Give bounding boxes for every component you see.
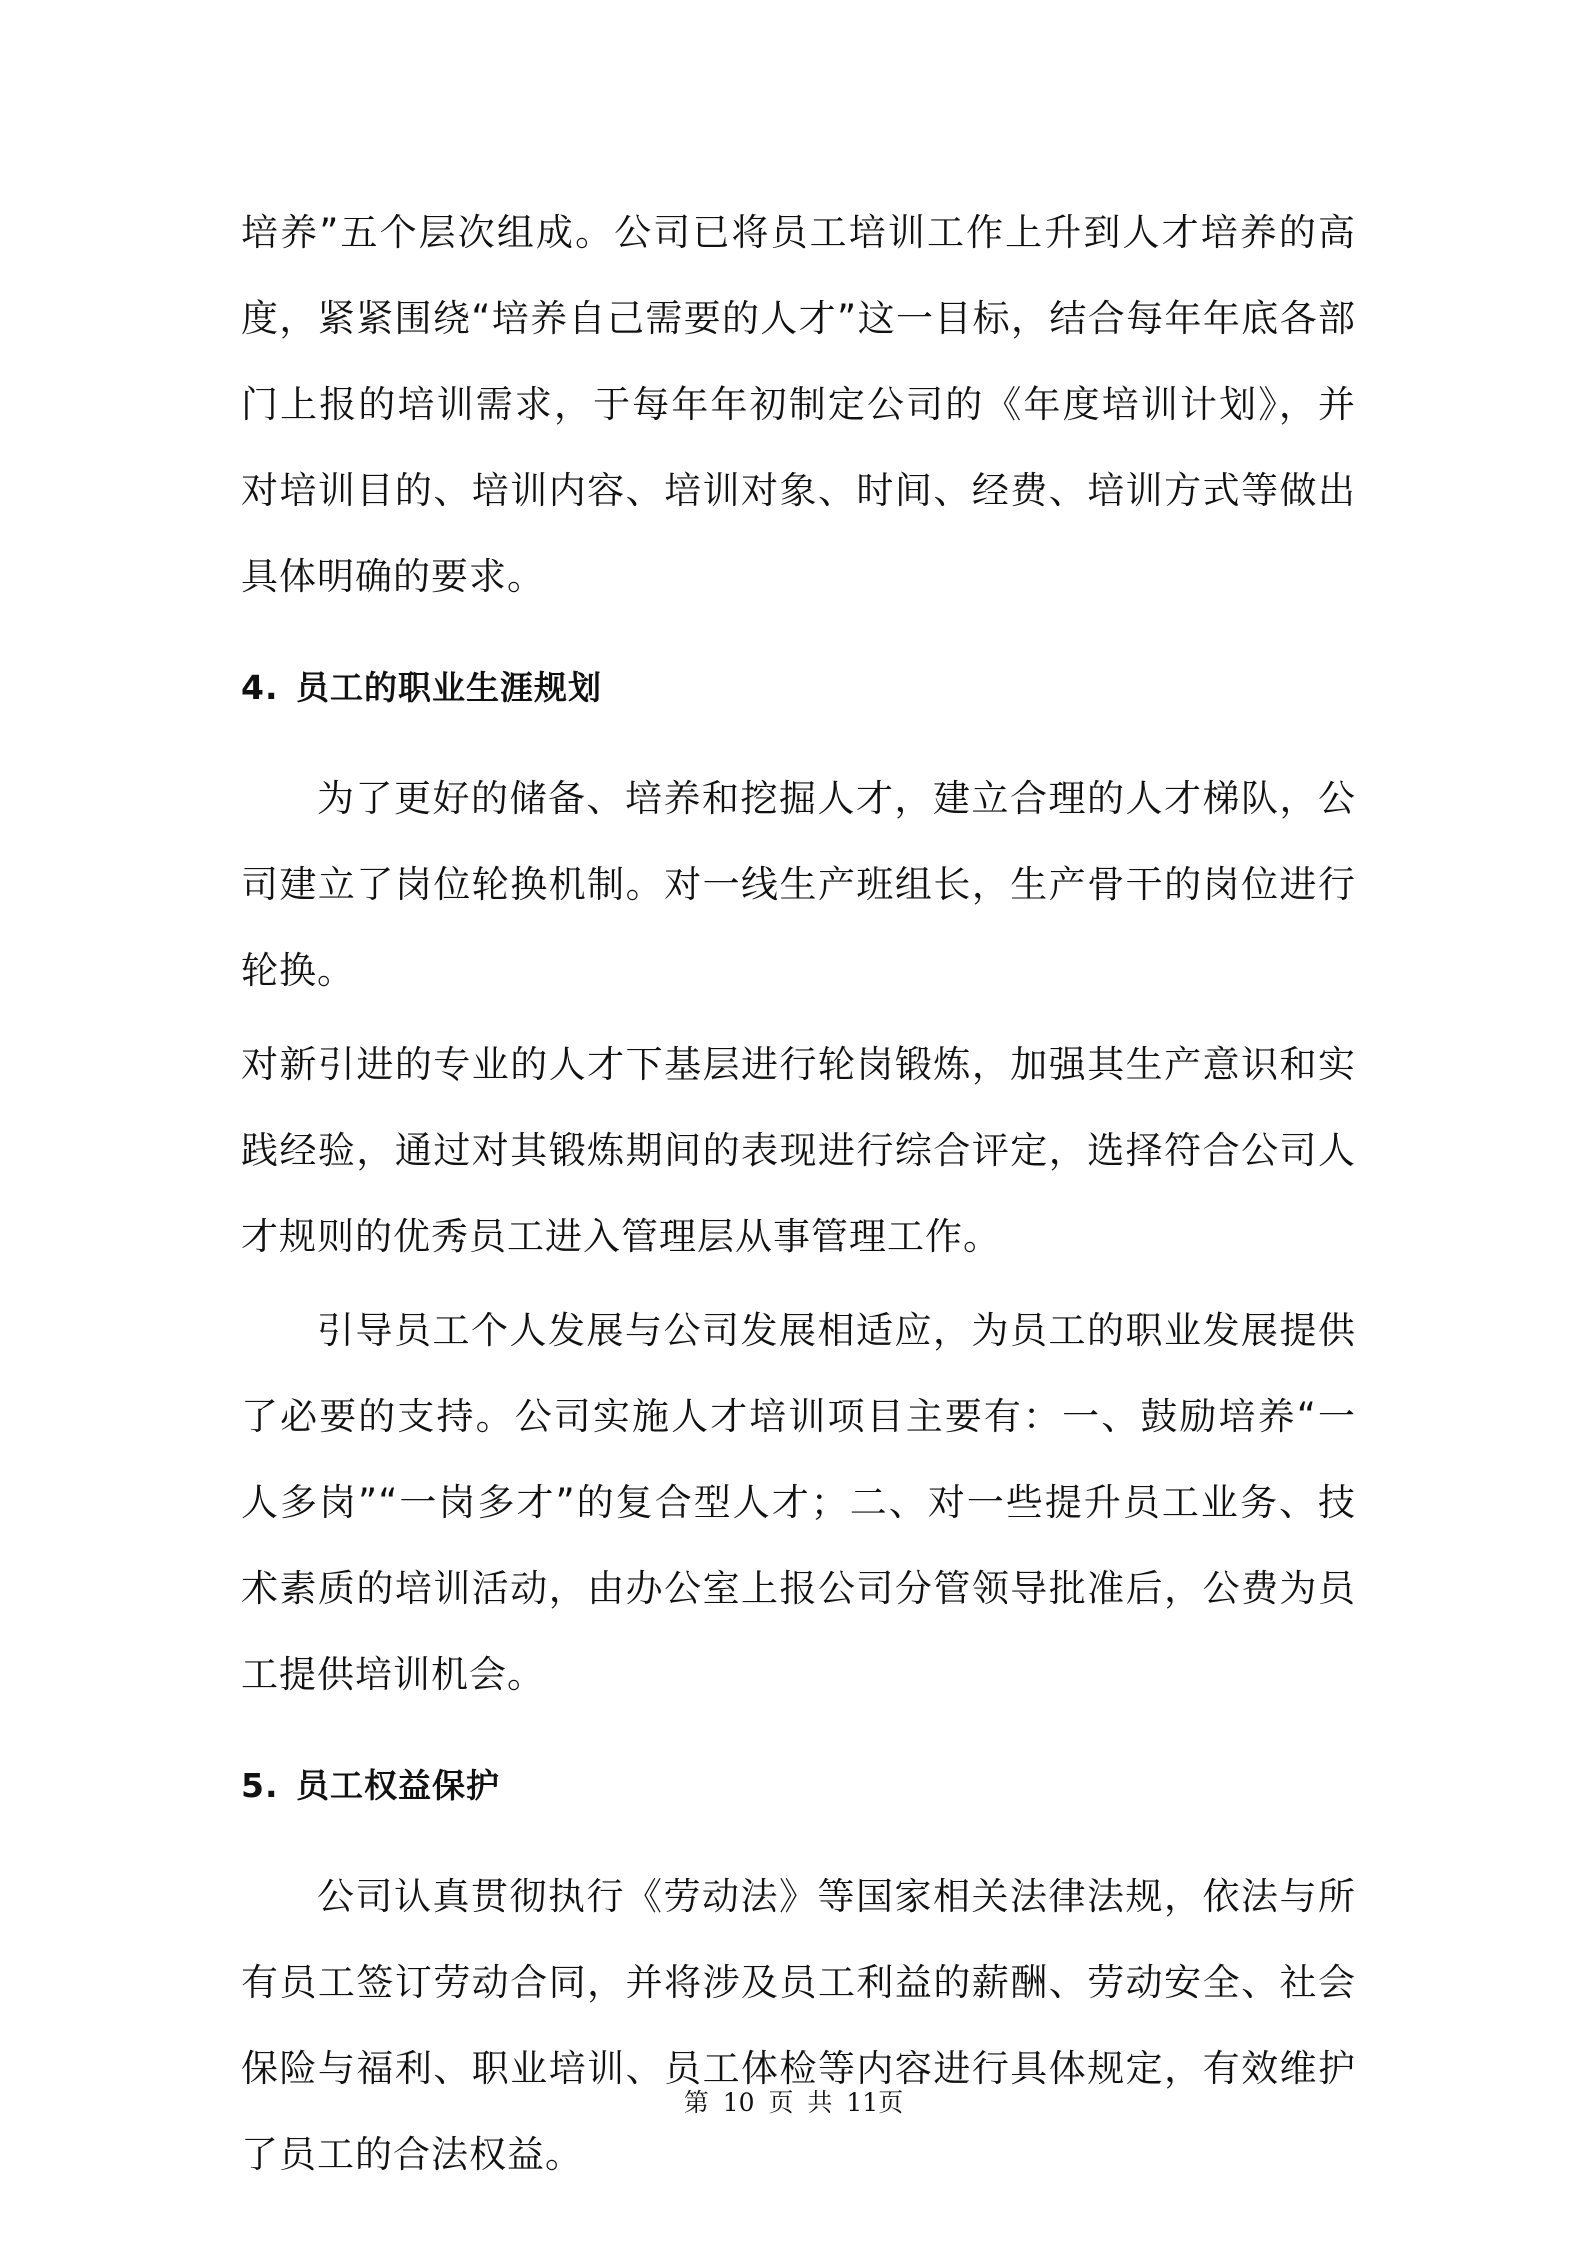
section-number: 5.	[241, 1766, 279, 1805]
section-heading-career-planning	[241, 658, 1356, 718]
section-title: 员工权益保护	[296, 1766, 500, 1805]
section-title: 员工的职业生涯规划	[296, 668, 602, 707]
paragraph-labor-law: 公司认真贯彻执行《劳动法》等国家相关法律法规，依法与所有员工签订劳动合同，并将涉及员工利益的薪酬、劳动安全、社会保险与福利、职业培训、员工体检等内容进行具体规定，有效维护了员工的合法权益。	[241, 1875, 1356, 2176]
paragraph-new-talent: 对新引进的专业的人才下基层进行轮岗锻炼，加强其生产意识和实践经验，通过对其锻炼期间的表现进行综合评定，选择符合公司人才规则的优秀员工进入管理层从事管理工作。	[241, 1043, 1356, 1258]
paragraph-job-rotation: 为了更好的储备、培养和挖掘人才，建立合理的人才梯队，公司建立了岗位轮换机制。对一线生产班组长，生产骨干的岗位进行轮换。	[241, 777, 1356, 992]
section-number: 4.	[241, 668, 279, 707]
document-body	[241, 190, 1356, 2198]
paragraph-career-support: 引导员工个人发展与公司发展相适应，为员工的职业发展提供了必要的支持。公司实施人才培训项目主要有：一、鼓励培养“一人多岗”“一岗多才”的复合型人才；二、对一些提升员工业务、技术素质的培训活动，由办公室上报公司分管领导批准后，公费为员工提供培训机会。	[241, 1309, 1356, 1696]
section-heading-rights-protection	[241, 1756, 1356, 1816]
page-footer: 第 10 页 共 11页	[683, 2088, 904, 2117]
paragraph-training-levels: 培养”五个层次组成。公司已将员工培训工作上升到人才培养的高度，紧紧围绕“培养自己需要的人才”这一目标，结合每年年底各部门上报的培训需求，于每年年初制定公司的《年度培训计划》，并对培训目的、培训内容、培训对象、时间、经费、培训方式等做出具体明确的要求。	[241, 211, 1356, 598]
